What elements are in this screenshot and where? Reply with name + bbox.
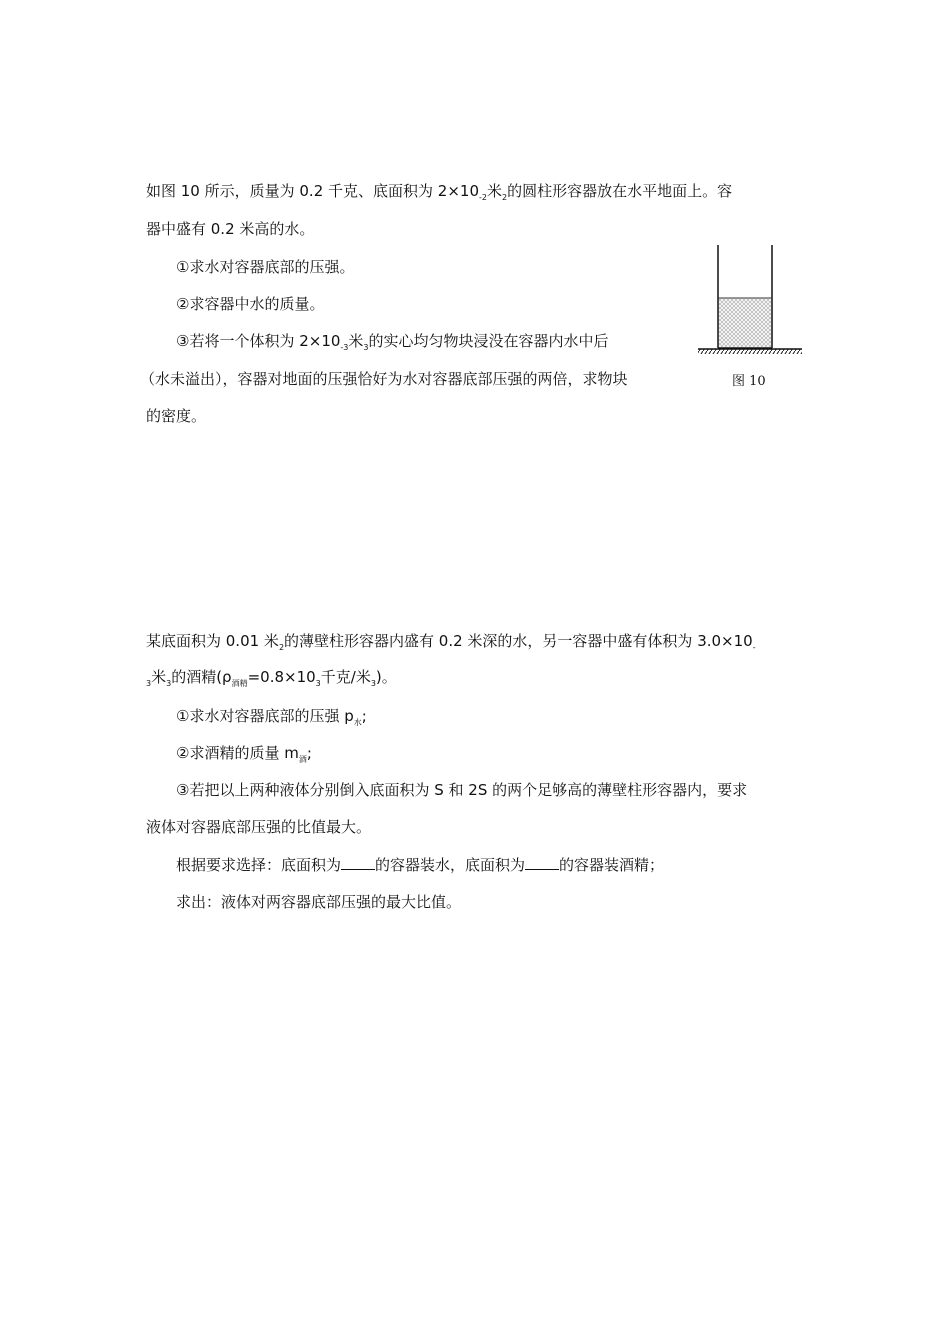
container-figure	[695, 243, 810, 358]
p2-q2-sub: 酒	[298, 755, 307, 764]
water	[718, 298, 772, 348]
p2-q1-sub: 水	[353, 718, 362, 727]
p1-q1: ①求水对容器底部的压强。	[176, 258, 355, 276]
p1-q3-a: ③若将一个体积为 2×10	[176, 332, 341, 350]
p1-q3c: 的密度。	[146, 407, 207, 425]
p1-q3-exp1: -3	[340, 343, 349, 352]
answer-blank-water[interactable]	[341, 855, 375, 870]
p2-line2-exp2: 3	[315, 679, 321, 688]
p1-line1	[146, 180, 732, 205]
p2-line2	[146, 666, 397, 691]
p2-q1-b: ;	[361, 707, 367, 725]
p1-q3-b: 米	[348, 332, 364, 350]
figure-caption: 图 10	[732, 374, 766, 389]
p1-q3-c: 的实心均匀物块浸没在容器内水中后	[368, 332, 609, 350]
p2-line1-exp2: -	[752, 643, 756, 652]
p2-q3b: 液体对容器底部压强的比值最大。	[146, 818, 372, 836]
p2-line2-b: 米	[151, 668, 167, 686]
p2-select-c: 的容器装酒精；	[559, 856, 665, 874]
p2-select-a: 根据要求选择：底面积为	[176, 856, 342, 874]
p2-ask: 求出：液体对两容器底部压强的最大比值。	[176, 893, 462, 911]
p2-select-b: 的容器装水，底面积为	[375, 856, 526, 874]
p1-q2: ②求容器中水的质量。	[176, 295, 325, 313]
p2-q3a: ③若把以上两种液体分别倒入底面积为 S 和 2S 的两个足够高的薄壁柱形容器内，要求	[176, 781, 748, 799]
p2-q2-a: ②求酒精的质量 m	[176, 744, 299, 762]
p2-line2-a: 3	[146, 679, 152, 688]
p2-line1-b: 的薄壁柱形容器内盛有 0.2 米深的水，另一容器中盛有体积为 3.0×10	[284, 632, 753, 650]
p2-line2-sub1: 酒精	[231, 679, 248, 688]
p2-line1-exp1: 2	[278, 643, 285, 652]
p1-line2: 器中盛有 0.2 米高的水。	[146, 220, 315, 238]
p1-q3-exp2: 3	[363, 343, 369, 352]
p2-q1	[176, 705, 367, 730]
p1-line1-exp1: -2	[478, 193, 487, 202]
p1-line1-b: 米	[486, 182, 502, 200]
p2-line2-d: =0.8×10	[247, 668, 316, 686]
p2-line1	[146, 630, 756, 655]
p2-line2-exp1: 3	[166, 679, 172, 688]
p2-line2-e: 千克/米	[320, 668, 371, 686]
p2-select	[176, 854, 664, 876]
p1-line1-exp2: 2	[501, 193, 508, 202]
p2-line2-exp3: 3	[370, 679, 376, 688]
p2-q2-b: ;	[306, 744, 312, 762]
p2-q1-a: ①求水对容器底部的压强 p	[176, 707, 354, 725]
p2-line2-f: )。	[375, 668, 397, 686]
p2-line1-a: 某底面积为 0.01 米	[146, 632, 279, 650]
p1-q3	[176, 330, 609, 355]
p1-q3b: （水未溢出），容器对地面的压强恰好为水对容器底部压强的两倍，求物块	[140, 370, 628, 388]
answer-blank-alcohol[interactable]	[525, 855, 559, 870]
p1-line1-a: 如图 10 所示，质量为 0.2 千克、底面积为 2×10	[146, 182, 479, 200]
p2-line2-c: 的酒精(ρ	[171, 668, 232, 686]
p2-q2	[176, 742, 312, 767]
p1-line1-c: 的圆柱形容器放在水平地面上。容	[507, 182, 733, 200]
